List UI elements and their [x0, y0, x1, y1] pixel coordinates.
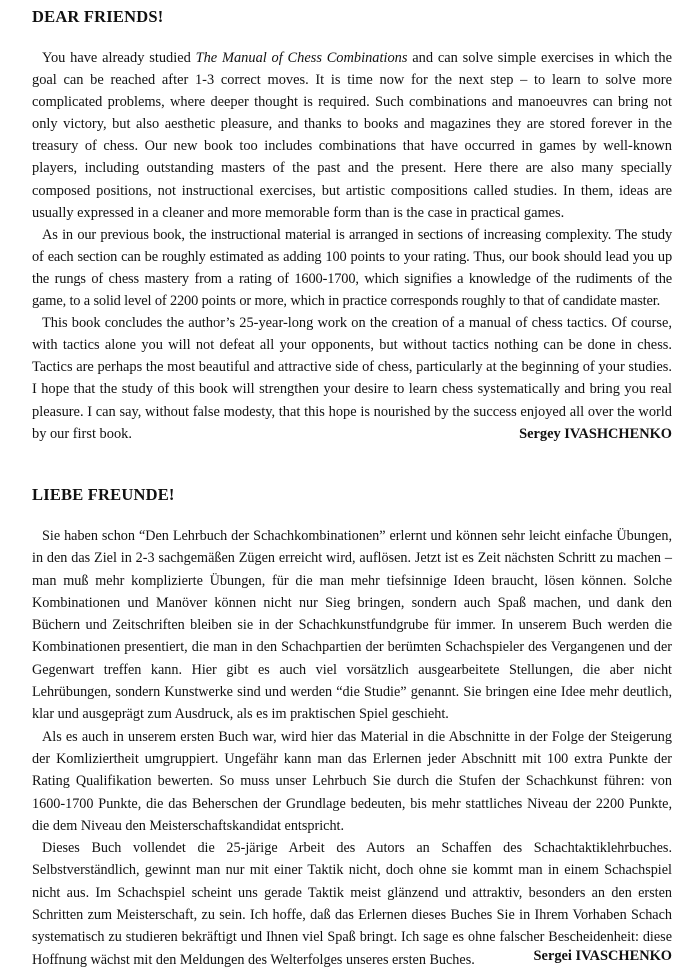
german-paragraph-2: Als es auch in unserem ersten Buch war, wird hier das Material in die Abschnitte in der Folge der Steigerung der Komliziertheit umgruppiert. Ungefähr kann man das Erlernen jeder Abschnitt mit 100 extra Punkte der Rating Qualifikation bewerten. So muss unser Lehrbuch Sie durch die Stufen der Schachkunst führen: von 1600-1700 Punkte, die das Beherschen der Grundlage bedeuten, bis mehr stattliches Niveau der 2200 Punkte, die dem Niveau den Meisterschaftskandidat entspricht.	[32, 728, 672, 834]
english-paragraph-1	[32, 47, 672, 224]
book-title: The Manual of Chess Combinations	[195, 50, 408, 66]
english-paragraph-3: This book concludes the author’s 25-year-long work on the creation of a manual of chess tactics. Of course, with tactics alone you will not defeat all your opponents, but without tactics nothing can be done in chess. Tactics are perhaps the most beautiful and attractive side of chess, particularly at the beginning of your studies. I hope that the study of this book will strengthen your desire to learn chess systematically and bring you real pleasure. I can say, without false modesty, that this hope is nourished by the success enjoyed all over the world by our first book.	[32, 315, 672, 442]
english-signature: Sergey IVASHCHENKO	[519, 426, 672, 442]
german-paragraph-1: Sie haben schon “Den Lehrbuch der Schachkombinationen” erlernt und können sehr leicht einfache Übungen, in den das Ziel in 2-3 sachgemäßen Zügen erreicht wird, auflösen. Jetzt ist es Zeit nächsten Schritt zu machen – man muß mehr komplizierte Übungen, für die man mehr tiefsinnige Ideen braucht, lösen können. Solche Kombinationen und Manöver können nicht nur Sieg bringen, sondern auch Spaß machen, und dank den Büchern und Zeitschriften bleiben sie in der Schachkunstfundgrube für immer. In unserem Buch werden die Kombinationen presentiert, die man in den Schachpartien der berümten Schachspieler des Vergangenen und der Gegenwart treffen kann. Hier gibt es auch viel vorsätzlich ausgearbeitete Stellungen, die aber nicht Lehrübungen, sondern Kunstwerke sind und werden “die Studie” genannt. Sie bringen eine Idee mehr deutlich, klar und ausgeprägt zum Ausdruck, als es im praktischen Spiel geschieht.	[32, 528, 672, 723]
german-signature: Sergei IVASCHENKO	[533, 948, 672, 964]
english-heading: DEAR FRIENDS!	[32, 7, 164, 26]
german-paragraph-3: Dieses Buch vollendet die 25-järige Arbeit des Autors an Schaffen des Schachtaktiklehrbuches. Selbstverständlich, gewinnt man nur mit einer Taktik nicht, doch ohne sie kommt man in einem Schachspiel nicht aus. Im Schachspiel scheint uns gerade Taktik meist glänzend und attraktiv, besonders an den ersten Schritten zum Meisterschaft, zu sein. Ich hoffe, daß das Erlernen dieses Buches Sie in Ihrem Vorhaben Schach systematisch zu studieren bekräftigt und Ihnen viel Spaß bringt. Ich sage es ohne falscher Bescheidenheit: diese Hoffnung wächst mit den Meldungen des Welterfolges unseres ersten Buches.	[32, 840, 672, 968]
english-paragraph-1-intro: You have already studied	[42, 50, 196, 66]
english-paragraph-1-rest: and can solve simple exercises in which the goal can be reached after 1-3 correct moves. It is time now for the next step – to learn to solve more complicated problems, where deeper thought is required. Such combinations and manoeuvres can bring not only victory, but also aesthetic pleasure, and thanks to books and magazines they are stored forever in the treasury of chess. Our new book too includes combinations that have occurred in games by well-known players, including outstanding masters of the past and the present. Here there are also many specially composed positions, not instructional exercises, but artistic compositions called studies. In them, ideas are usually expressed in a cleaner and more memorable form than is the case in practical games.	[32, 50, 673, 221]
english-body	[32, 47, 672, 445]
english-paragraph-2: As in our previous book, the instructional material is arranged in sections of increasing complexity. The study of each section can be roughly estimated as adding 100 points to your rating. Thus, our book should lead you up the rungs of chess mastery from a rating of 1600-1700, which signifies a knowledge of the rudiments of the game, to a solid level of 2200 points or more, which in practice corresponds roughly to that of candidate master.	[32, 226, 672, 310]
german-body	[32, 525, 672, 971]
german-heading: LIEBE FREUNDE!	[32, 485, 175, 504]
